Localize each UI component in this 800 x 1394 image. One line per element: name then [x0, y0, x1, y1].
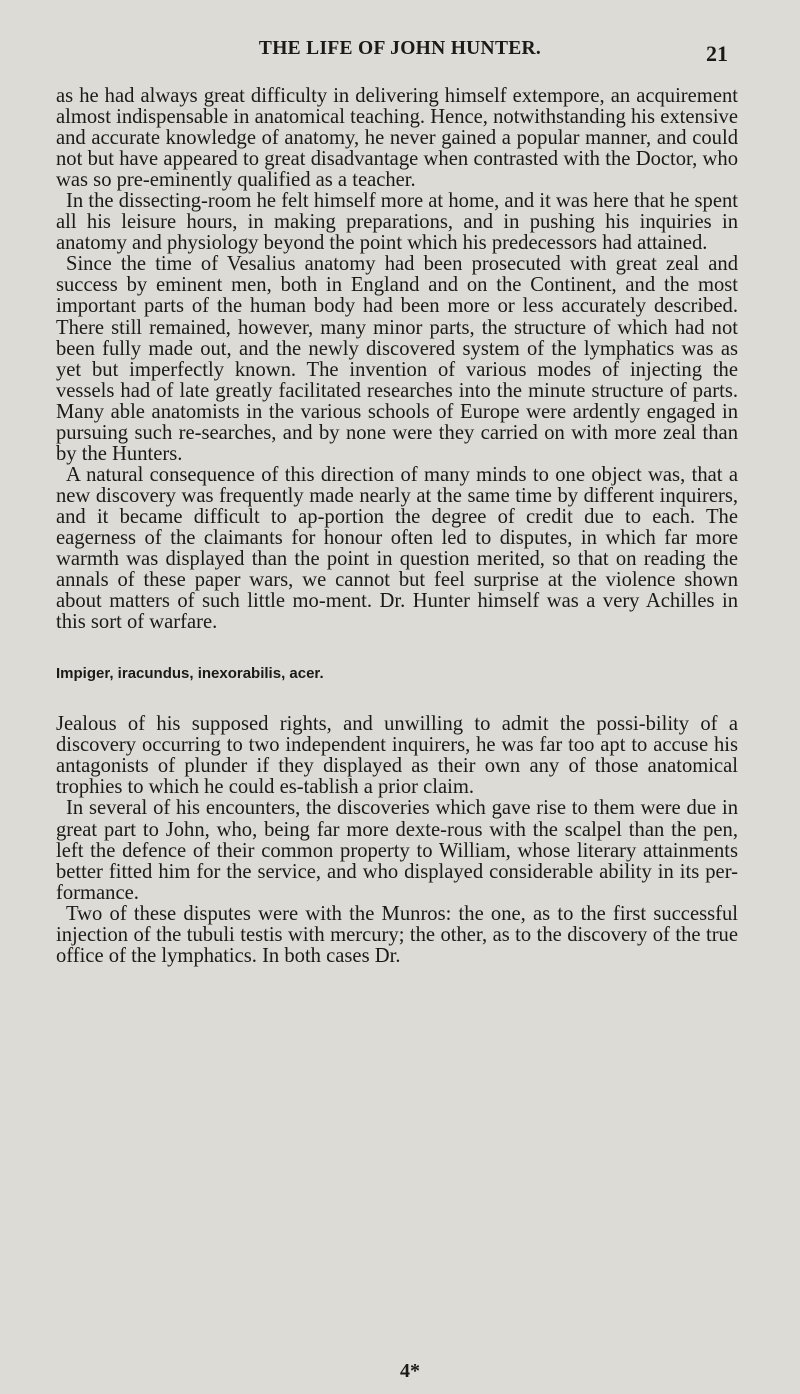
running-head	[0, 38, 800, 68]
printer-signature-mark: 4*	[400, 1360, 420, 1382]
paragraph: Since the time of Vesalius anatomy had been prosecuted with great zeal and success by eminent men, both in England and on the Continent, and the most important parts of the human body had been more or less accurately described. There still remained, however, many minor parts, the structure of which had not been fully made out, and the newly discovered system of the lymphatics was as yet but imperfectly known. The invention of various modes of injecting the vessels had of late greatly facilitated researches into the minute structure of parts. Many able anatomists in the various schools of Europe were ardently engaged in pursuing such re-searches, and by none were they carried on with more zeal than by the Hunters.	[56, 253, 738, 465]
paragraph: Two of these disputes were with the Munros: the one, as to the first successful injection of the tubuli testis with mercury; the other, as to the discovery of the true office of the lymphatics. In both cases Dr.	[56, 902, 738, 967]
body-text	[56, 86, 738, 967]
page-number: 21	[706, 41, 728, 66]
latin-quotation: Impiger, iracundus, inexorabilis, acer.	[56, 665, 324, 683]
running-title: THE LIFE OF JOHN HUNTER.	[258, 38, 542, 59]
paragraph: as he had always great difficulty in delivering himself extempore, an acquirement almost indispensable in anatomical teaching. Hence, notwithstanding his extensive and accurate knowledge of anatomy, he never gained a popular manner, and could not but have appeared to great disadvantage when contrasted with the Doctor, who was so pre-eminently qualified as a teacher.	[56, 85, 738, 192]
paragraph: In several of his encounters, the discoveries which gave rise to them were due in great part to John, who, being far more dexte-rous with the scalpel than the pen, left the defence of their common property to William, whose literary attainments better fitted him for the service, and who displayed considerable ability in its per-formance.	[56, 797, 738, 904]
paragraph: In the dissecting-room he felt himself more at home, and it was here that he spent all his leisure hours, in making preparations, and in pushing his inquiries in anatomy and physiology beyond the point which his predecessors had attained.	[56, 190, 738, 255]
paragraph: Jealous of his supposed rights, and unwilling to admit the possi-bility of a discovery occurring to two independent inquirers, he was far too apt to accuse his antagonists of plunder if they displayed as their own any of those anatomical trophies to which he could es-tablish a prior claim.	[56, 713, 738, 799]
paragraph: A natural consequence of this direction of many minds to one object was, that a new discovery was frequently made nearly at the same time by different inquirers, and it became difficult to ap-portion the degree of credit due to each. The eagerness of the claimants for honour often led to disputes, in which far more warmth was displayed than the point in question merited, so that on reading the annals of these paper wars, we cannot but feel surprise at the violence shown about matters of such little mo-ment. Dr. Hunter himself was a very Achilles in this sort of warfare.	[56, 463, 738, 634]
